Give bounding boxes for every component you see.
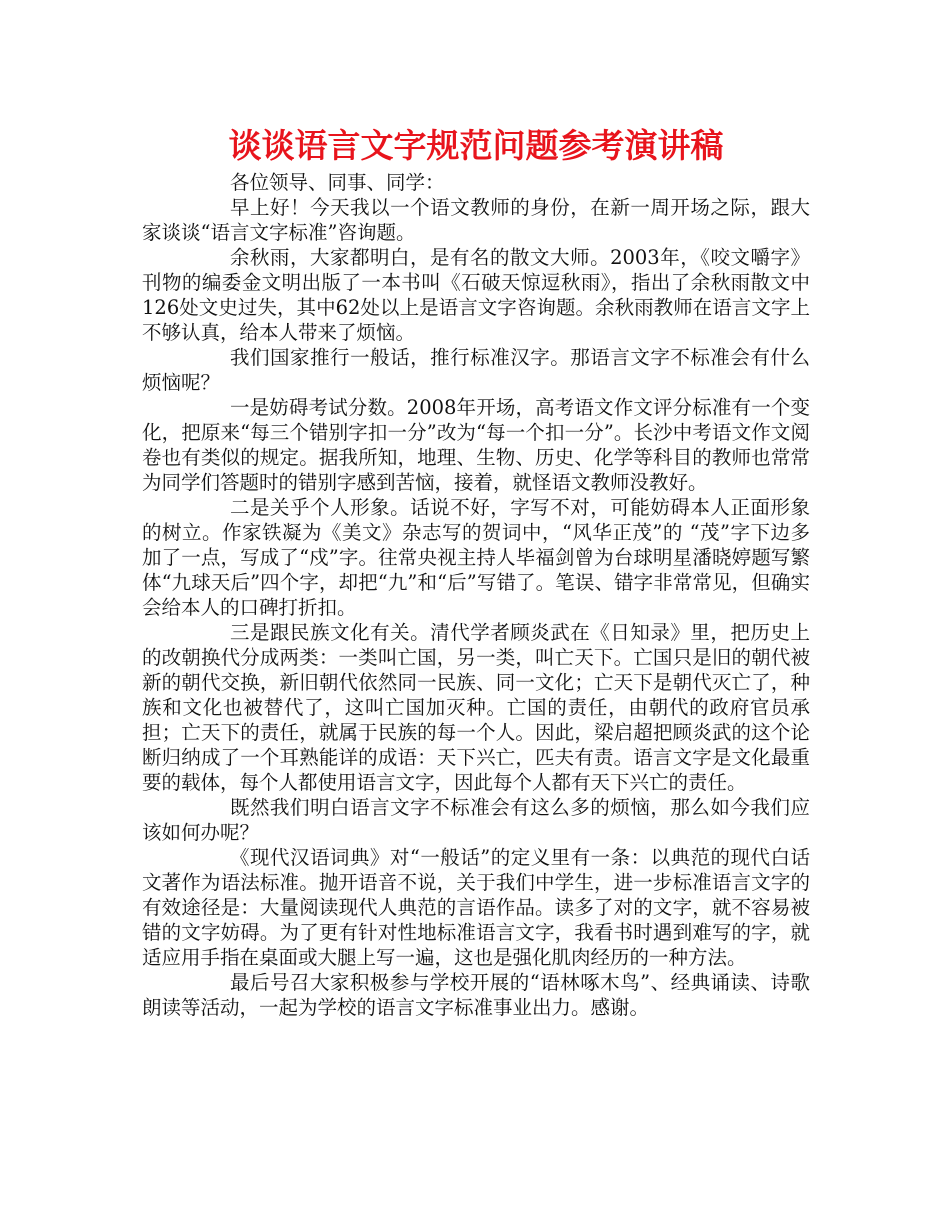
closing-paragraph: 最后号召大家积极参与学校开展的“语林啄木鸟”、经典诵读、诗歌朗读等活动，一起为学校的语言文字标准事业出力。感谢。 (142, 971, 810, 1019)
body-paragraph: 三是跟民族文化有关。清代学者顾炎武在《日知录》里，把历史上的改朝换代分成两类：一类叫亡国，另一类，叫亡天下。亡国只是旧的朝代被新的朝代交换，新旧朝代依然同一民族、同一文化；亡天下是朝代灭亡了，种族和文化也被替代了，这叫亡国加灭种。亡国的责任，由朝代的政府官员承担；亡天下的责任，就属于民族的每一个人。因此，梁启超把顾炎武的这个论断归纳成了一个耳熟能详的成语：天下兴亡，匹夫有责。语言文字是文化最重要的载体，每个人都使用语言文字，因此每个人都有天下兴亡的责任。 (142, 621, 810, 794)
body-paragraph: 二是关乎个人形象。话说不好，字写不对，可能妨碍本人正面形象的树立。作家铁凝为《美文》杂志写的贺词中，“风华正茂”的 “茂”字下边多加了一点，写成了“戍”字。往常央视主持人毕福剑曾为台球明星潘晓婷题写繁体“九球天后”四个字，却把“九”和“后”写错了。笔误、错字非常常见，但确实会给本人的口碑打折扣。 (142, 496, 810, 619)
body-paragraph: 一是妨碍考试分数。2008年开场，高考语文作文评分标准有一个变化，把原来“每三个错别字扣一分”改为“每一个扣一分”。长沙中考语文作文阅卷也有类似的规定。据我所知，地理、生物、历史、化学等科目的教师也常常为同学们答题时的错别字感到苦恼，接着，就怪语文教师没教好。 (142, 396, 810, 494)
body-paragraph: 早上好！今天我以一个语文教师的身份，在新一周开场之际，跟大家谈谈“语言文字标准”咨询题。 (142, 196, 810, 244)
body-paragraph: 《现代汉语词典》对“一般话”的定义里有一条：以典范的现代白话文著作为语法标准。抛开语音不说，关于我们中学生，进一步标准语言文字的有效途径是：大量阅读现代人典范的言语作品。读多了对的文字，就不容易被错的文字妨碍。为了更有针对性地标准语言文字，我看书时遇到难写的字，就适应用手指在桌面或大腿上写一遍，这也是强化肌肉经历的一种方法。 (142, 846, 810, 969)
document-page (142, 122, 810, 1020)
document-title: 谈谈语言文字规范问题参考演讲稿 (228, 126, 724, 165)
body-paragraph: 既然我们明白语言文字不标准会有这么多的烦恼，那么如今我们应该如何办呢？ (142, 796, 810, 844)
body-paragraph: 我们国家推行一般话，推行标准汉字。那语言文字不标准会有什么烦恼呢？ (142, 346, 810, 394)
document-body (142, 170, 810, 1020)
body-paragraph: 余秋雨，大家都明白，是有名的散文大师。2003年，《咬文嚼字》刊物的编委金文明出版了一本书叫《石破天惊逗秋雨》，指出了余秋雨散文中126处文史过失，其中62处以上是语言文字咨询题。余秋雨教师在语言文字上不够认真，给本人带来了烦恼。 (142, 246, 810, 344)
salutation-paragraph: 各位领导、同事、同学： (230, 171, 445, 194)
